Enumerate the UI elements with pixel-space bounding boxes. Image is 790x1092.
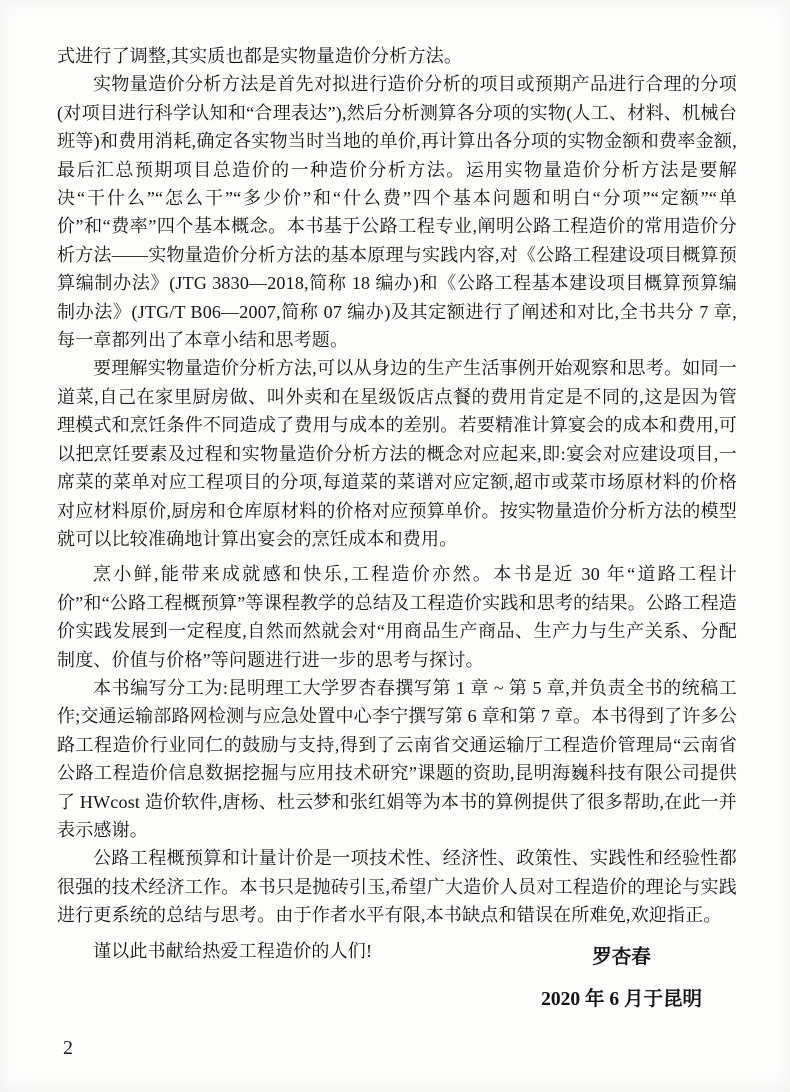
paragraph-3: 要理解实物量造价分析方法,可以从身边的生产生活事例开始观察和思考。如同一道菜,自己在家里厨房做、叫外卖和在星级饭店点餐的费用肯定是不同的,这是因为管理模式和烹饪条件不同造成了费用与成本的差别。若要精准计算宴会的成本和费用,可以把烹饪要素及过程和实物量造价分析方法的概念对应起来,即:宴会对应建设项目,一席菜的菜单对应工程项目的分项,每道菜的菜谱对应定额,超市或菜市场原材料的价格对应材料原价,厨房和仓库原材料的价格对应预算单价。按实物量造价分析方法的模型就可以比较准确地计算出宴会的烹饪成本和费用。 [57, 358, 737, 549]
paragraph-1: 式进行了调整,其实质也都是实物量造价分析方法。 [57, 46, 463, 66]
paragraph-7: 谨以此书献给热爱工程造价的人们! [93, 940, 373, 961]
signature-block [541, 948, 702, 1009]
paragraph-5: 本书编写分工为:昆明理工大学罗杏春撰写第 1 章 ~ 第 5 章,并负责全书的统稿工作;交通运输部路网检测与应急处置中心李宁撰写第 6 章和第 7 章。本书得到了许多公路工程造价行业同仁的鼓励与支持,得到了云南省交通运输厅工程造价管理局“云南省公路工程造价信息数据挖掘与应用技术研究”课题的资助,昆明海巍科技有限公司提供了 HWcost 造价软件,唐杨、杜云梦和张红娟等为本书的算例提供了很多帮助,在此一并表示感谢。 [57, 677, 737, 840]
paragraph-4: 烹小鲜,能带来成就感和快乐,工程造价亦然。本书是近 30 年“道路工程计价”和“公路工程概预算”等课程教学的总结及工程造价实践和思考的结果。公路工程造价实践发展到一定程度,自然而然就会对“用商品生产商品、生产力与生产关系、分配制度、价值与价格”等问题进行进一步的思考与探讨。 [57, 564, 737, 670]
signature-author: 罗杏春 [592, 947, 651, 968]
preface-text [57, 42, 737, 965]
page-number: 2 [63, 1037, 73, 1059]
paragraph-6: 公路工程概预算和计量计价是一项技术性、经济性、政策性、实践性和经验性都很强的技术经济工作。本书只是抛砖引玉,希望广大造价人员对工程造价的理论与实践进行更系统的总结与思考。由于作者水平有限,本书缺点和错误在所难免,欢迎指正。 [57, 848, 737, 926]
paragraph-2: 实物量造价分析方法是首先对拟进行造价分析的项目或预期产品进行合理的分项(对项目进行科学认知和“合理表达”),然后分析测算各分项的实物(人工、材料、机械台班等)和费用消耗,确定各实物当时当地的单价,再计算出各分项的实物金额和费率金额,最后汇总预期项目总造价的一种造价分析方法。运用实物量造价分析方法是要解决“干什么”“怎么干”“多少价”和“什么费”四个基本问题和明白“分项”“定额”“单价”和“费率”四个基本概念。本书基于公路工程专业,阐明公路工程造价的常用造价分析方法——实物量造价分析方法的基本原理与实践内容,对《公路工程建设项目概算预算编制办法》(JTG 3830—2018,简称 18 编办)和《公路工程基本建设项目概算预算编制办法》(JTG/T B06—2007,简称 07 编办)及其定额进行了阐述和对比,全书共分 7 章,每一章都列出了本章小结和思考题。 [57, 74, 737, 351]
signature-date: 2020 年 6 月于昆明 [541, 988, 702, 1010]
